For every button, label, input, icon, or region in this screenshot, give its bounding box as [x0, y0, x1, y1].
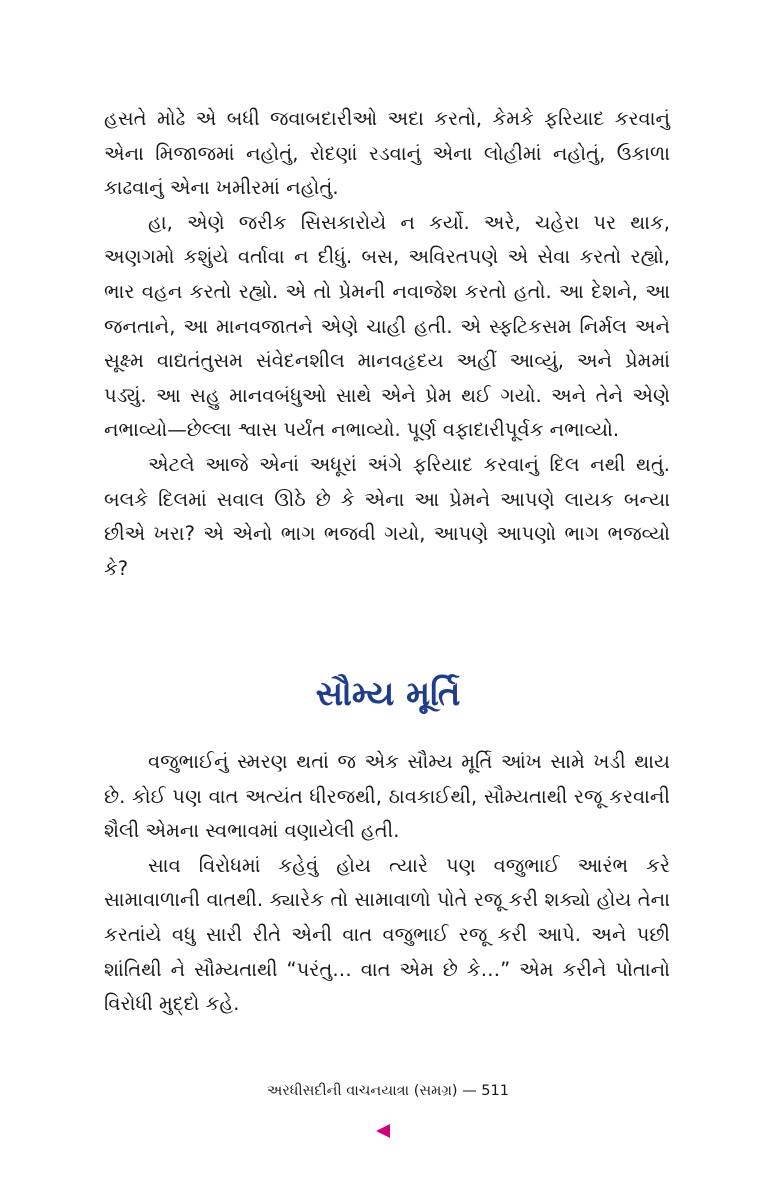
page-footer: અરધીસદીની વાચનયાત્રા (સમગ્ર) — 511: [267, 1083, 509, 1099]
essay-text-block: [104, 745, 670, 1022]
paragraph: એટલે આજે એનાં અધૂરાં અંગે ફરિયાદ કરવાનું દિલ નથી થતું. બલકે દિલમાં સવાલ ઊઠે છે કે એના આ પ્રેમને આપણે લાયક બન્યા છીએ ખરા? એ એનો ભાગ ભજવી ગયો, આપણે આપણો ભાગ ભજવ્યો કે?: [104, 452, 670, 580]
paragraph: વજુભાઈનું સ્મરણ થતાં જ એક સૌમ્ય મૂર્તિ આંખ સામે ખડી થાય છે. કોઈ પણ વાત અત્યંત ધીરજથી, ઠાવકાઈથી, સૌમ્યતાથી રજૂ કરવાની શૈલી એમના સ્વભાવમાં વણાયેલી હતી.: [104, 750, 670, 843]
previous-page-arrow-icon[interactable]: [376, 1124, 390, 1138]
paragraph: હા, એણે જરીક સિસકારોયે ન કર્યો. અરે, ચહેરા પર થાક, અણગમો કશુંયે વર્તાવા ન દીધું. બસ, અવિરતપણે એ સેવા કરતો રહ્યો, ભાર વહન કરતો રહ્યો. એ તો પ્રેમની નવાજેશ કરતો હતો. આ દેશને, આ જનતાને, આ માનવજાતને એણે ચાહી હતી. એ સ્ફટિકસમ નિર્મલ અને સૂક્ષ્મ વાદ્યતંતુસમ સંવેદનશીલ માનવહૃદય અહીં આવ્યું, અને પ્રેમમાં પડ્યું. આ સહુ માનવબંધુઓ સાથે એને પ્રેમ થઈ ગયો. અને તેને એણે નભાવ્યો—છેલ્લા શ્વાસ પર્યંત નભાવ્યો. પૂર્ણ વફાદારીપૂર્વક નભાવ્યો.: [104, 210, 670, 442]
essay-title: સૌમ્ય મૂર્તિ: [315, 674, 461, 714]
paragraph: હસતે મોઢે એ બધી જવાબદારીઓ અદા કરતો, કેમકે ફરિયાદ કરવાનું એના મિજાજમાં નહોતું, રોદણાં રડવાનું એના લોહીમાં નહોતું, ઉકાળા કાઢવાનું એના ખમીરમાં નહોતું.: [104, 107, 670, 200]
paragraph: સાવ વિરોધમાં કહેવું હોય ત્યારે પણ વજુભાઈ આરંભ કરે સામાવાળાની વાતથી. ક્યારેક તો સામાવાળો પોતે રજૂ કરી શક્યો હોય તેના કરતાંયે વધુ સારી રીતે એની વાત વજુભાઈ રજૂ કરી આપે. અને પછી શાંતિથી ને સૌમ્યતાથી “પરંતુ… વાત એમ છે કે…” એમ કરીને પોતાનો વિરોધી મુદ્દો કહે.: [104, 853, 670, 1016]
top-text-block: [104, 102, 670, 586]
